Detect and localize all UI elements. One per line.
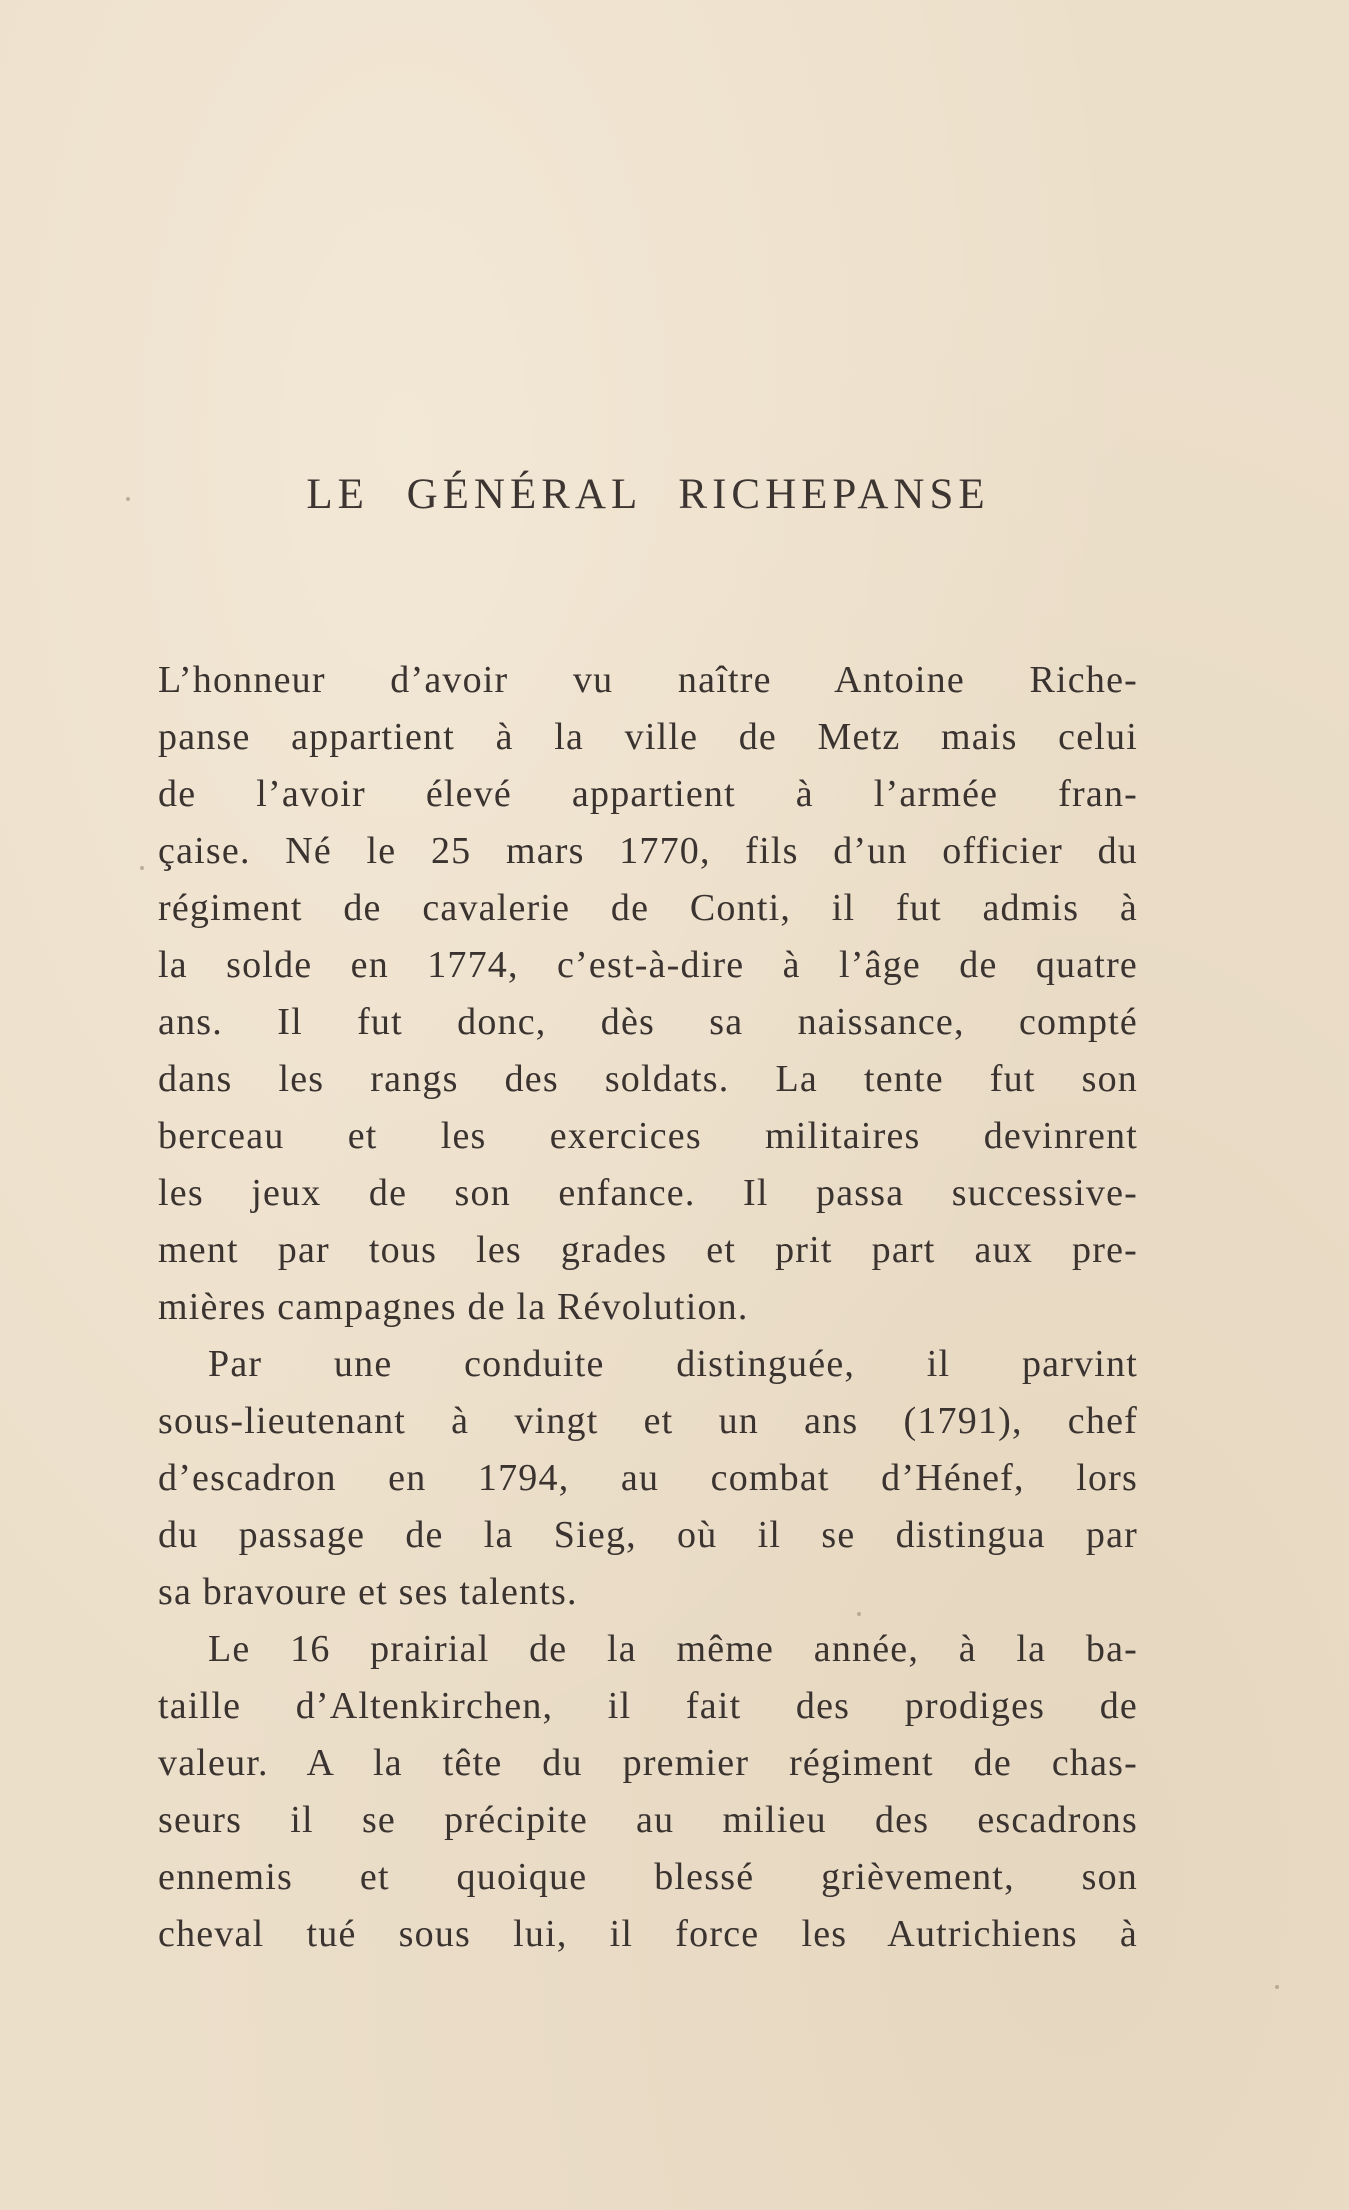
chapter-title: LE GÉNÉRAL RICHEPANSE bbox=[306, 471, 990, 518]
text-line: Le 16 prairial de la même année, à la ba- bbox=[208, 1628, 1138, 1670]
text-line: de l’avoir élevé appartient à l’armée fran- bbox=[158, 773, 1138, 815]
text-line: ennemis et quoique blessé grièvement, son bbox=[158, 1856, 1138, 1898]
paper-speck bbox=[140, 866, 144, 870]
paper-speck bbox=[1275, 1985, 1279, 1989]
text-line: ment par tous les grades et prit part aux pre- bbox=[158, 1229, 1138, 1271]
text-line: d’escadron en 1794, au combat d’Hénef, lors bbox=[158, 1457, 1138, 1499]
text-line: valeur. A la tête du premier régiment de chas- bbox=[158, 1742, 1138, 1784]
text-line: ans. Il fut donc, dès sa naissance, compté bbox=[158, 1001, 1138, 1043]
text-line: L’honneur d’avoir vu naître Antoine Riche- bbox=[158, 659, 1138, 701]
text-line: dans les rangs des soldats. La tente fut son bbox=[158, 1058, 1138, 1100]
text-line: du passage de la Sieg, où il se distingua par bbox=[158, 1514, 1138, 1556]
text-line: les jeux de son enfance. Il passa successive- bbox=[158, 1172, 1138, 1214]
text-line: régiment de cavalerie de Conti, il fut admis à bbox=[158, 887, 1138, 929]
text-line: mières campagnes de la Révolution. bbox=[158, 1286, 749, 1328]
text-line: la solde en 1774, c’est-à-dire à l’âge de quatre bbox=[158, 944, 1138, 986]
text-line: sa bravoure et ses talents. bbox=[158, 1571, 578, 1613]
text-line: taille d’Altenkirchen, il fait des prodiges de bbox=[158, 1685, 1138, 1727]
text-line: cheval tué sous lui, il force les Autrichiens à bbox=[158, 1913, 1138, 1955]
text-line: sous-lieutenant à vingt et un ans (1791), chef bbox=[158, 1400, 1138, 1442]
text-line: seurs il se précipite au milieu des escadrons bbox=[158, 1799, 1138, 1841]
text-line: çaise. Né le 25 mars 1770, fils d’un officier du bbox=[158, 830, 1138, 872]
paper-speck bbox=[126, 497, 130, 501]
text-line: berceau et les exercices militaires devinrent bbox=[158, 1115, 1138, 1157]
text-line: panse appartient à la ville de Metz mais celui bbox=[158, 716, 1138, 758]
paper-speck bbox=[857, 1612, 861, 1616]
body-text bbox=[158, 652, 1138, 1963]
text-line: Par une conduite distinguée, il parvint bbox=[208, 1343, 1138, 1385]
